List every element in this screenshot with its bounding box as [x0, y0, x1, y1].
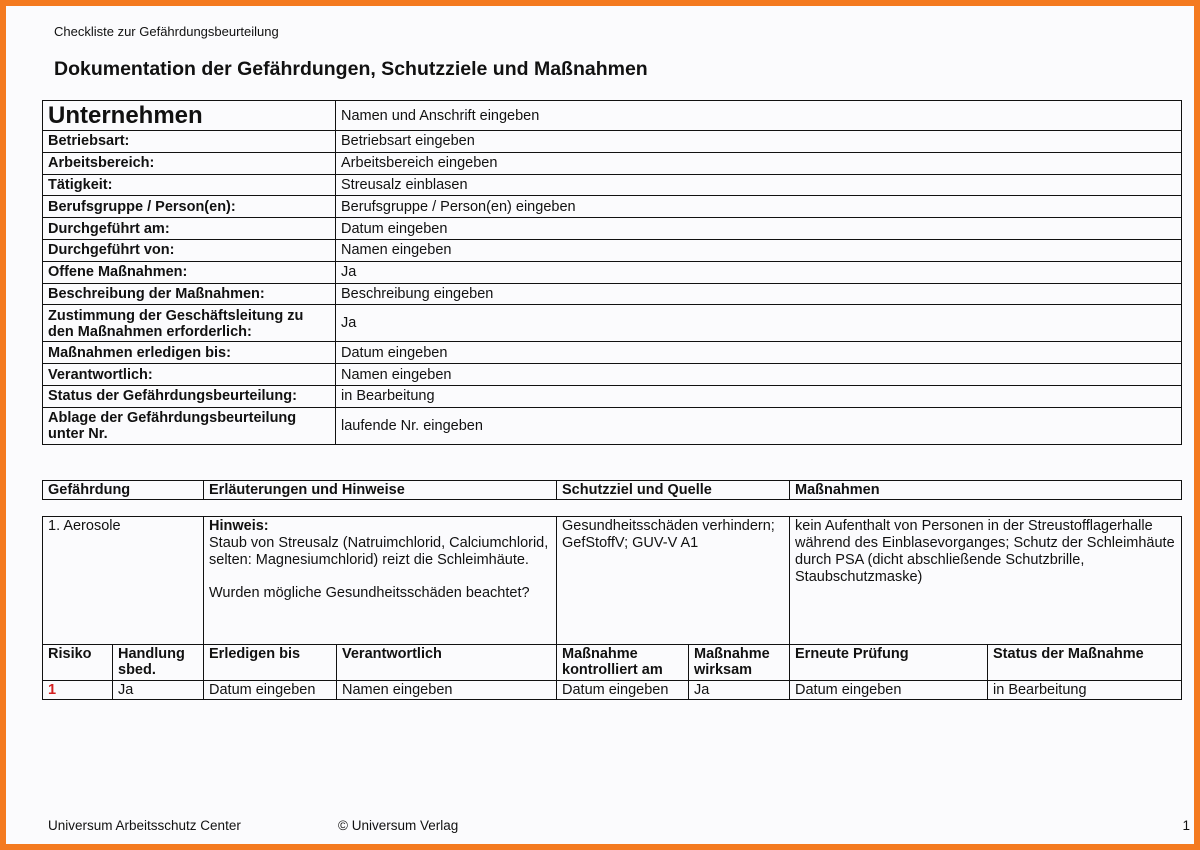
company-row [43, 385, 1182, 407]
field-label: Maßnahmen erledigen bis: [43, 342, 336, 364]
company-row [43, 305, 1182, 342]
field-value[interactable]: Datum eingeben [336, 218, 1182, 240]
hazard-table [42, 516, 1182, 700]
sub-header-due: Erledigen bis [204, 645, 337, 681]
company-row [43, 407, 1182, 444]
field-label: Zustimmung der Geschäftsleitung zu den Maßnahmen erforderlich: [43, 305, 336, 342]
company-info-table [42, 100, 1182, 445]
header-massnahmen: Maßnahmen [790, 481, 1182, 500]
company-row [43, 152, 1182, 174]
field-value[interactable]: Namen eingeben [336, 364, 1182, 386]
sub-header-responsible: Verantwortlich [337, 645, 557, 681]
field-value[interactable]: Beschreibung eingeben [336, 283, 1182, 305]
field-label: Durchgeführt von: [43, 239, 336, 261]
sub-header-risk: Risiko [43, 645, 113, 681]
action-value[interactable]: Ja [113, 681, 204, 700]
field-label: Beschreibung der Maßnahmen: [43, 283, 336, 305]
field-label: Unternehmen [43, 101, 336, 131]
footer-company: Universum Arbeitsschutz Center [48, 818, 241, 833]
page-header: Checkliste zur Gefährdungsbeurteilung [54, 24, 279, 39]
sub-header-status: Status der Maßnahme [988, 645, 1182, 681]
measure-header-row [43, 645, 1182, 681]
company-row [43, 218, 1182, 240]
field-label: Status der Gefährdungsbeurteilung: [43, 385, 336, 407]
header-erlaeuterungen: Erläuterungen und Hinweise [204, 481, 557, 500]
field-value[interactable]: Betriebsart eingeben [336, 131, 1182, 153]
sub-header-effective: Maßnahme wirksam [689, 645, 790, 681]
hazard-explanation [204, 517, 557, 645]
field-value[interactable]: Namen und Anschrift eingeben [336, 101, 1182, 131]
responsible-value[interactable]: Namen eingeben [337, 681, 557, 700]
due-date-value[interactable]: Datum eingeben [204, 681, 337, 700]
hint-text: Staub von Streusalz (Natruimchlorid, Calciumchlorid, selten: Magnesiumchlorid) reizt die Schleimhäute. [209, 535, 549, 568]
company-row [43, 239, 1182, 261]
company-row [43, 364, 1182, 386]
company-row [43, 174, 1182, 196]
sub-header-action: Handlung sbed. [113, 645, 204, 681]
hint-question: Wurden mögliche Gesundheitsschäden beachtet? [209, 585, 530, 601]
hint-label: Hinweis: [209, 518, 269, 534]
field-value[interactable]: in Bearbeitung [336, 385, 1182, 407]
field-label: Berufsgruppe / Person(en): [43, 196, 336, 218]
header-gefaehrdung: Gefährdung [43, 481, 204, 500]
field-label: Arbeitsbereich: [43, 152, 336, 174]
page-number: 1 [1182, 818, 1190, 833]
field-label: Tätigkeit: [43, 174, 336, 196]
hazard-name: 1. Aerosole [43, 517, 204, 645]
field-label: Durchgeführt am: [43, 218, 336, 240]
sub-header-checked: Maßnahme kontrolliert am [557, 645, 689, 681]
risk-value[interactable]: 1 [43, 681, 113, 700]
goal-source: GefStoffV; GUV-V A1 [562, 535, 699, 551]
field-label: Betriebsart: [43, 131, 336, 153]
company-row [43, 342, 1182, 364]
field-value[interactable]: Namen eingeben [336, 239, 1182, 261]
field-label: Ablage der Gefährdungsbeurteilung unter Nr. [43, 407, 336, 444]
effective-value[interactable]: Ja [689, 681, 790, 700]
field-value[interactable]: Arbeitsbereich eingeben [336, 152, 1182, 174]
company-row [43, 261, 1182, 283]
field-value[interactable]: Ja [336, 305, 1182, 342]
document-title: Dokumentation der Gefährdungen, Schutzziele und Maßnahmen [54, 58, 648, 80]
goal-text: Gesundheitsschäden verhindern; [562, 518, 775, 534]
hazard-measures: kein Aufenthalt von Personen in der Streustofflagerhalle während des Einblasevorganges; Schutz der Schleimhäute durch PSA (dicht abschließende Schutzbrille, Staubschutzmaske) [790, 517, 1182, 645]
recheck-date-value[interactable]: Datum eingeben [790, 681, 988, 700]
field-value[interactable]: Datum eingeben [336, 342, 1182, 364]
hazard-header-row [43, 481, 1182, 500]
measure-status-value[interactable]: in Bearbeitung [988, 681, 1182, 700]
field-value[interactable]: Streusalz einblasen [336, 174, 1182, 196]
sub-header-recheck: Erneute Prüfung [790, 645, 988, 681]
footer-copyright: © Universum Verlag [338, 818, 459, 833]
company-row [43, 131, 1182, 153]
company-row [43, 101, 1182, 131]
field-label: Verantwortlich: [43, 364, 336, 386]
hazard-main-row [43, 517, 1182, 645]
hazard-header-table [42, 480, 1182, 500]
field-label: Offene Maßnahmen: [43, 261, 336, 283]
company-row [43, 283, 1182, 305]
field-value[interactable]: Ja [336, 261, 1182, 283]
field-value[interactable]: laufende Nr. eingeben [336, 407, 1182, 444]
field-value[interactable]: Berufsgruppe / Person(en) eingeben [336, 196, 1182, 218]
checked-date-value[interactable]: Datum eingeben [557, 681, 689, 700]
header-schutzziel: Schutzziel und Quelle [557, 481, 790, 500]
measure-values-row [43, 681, 1182, 700]
hazard-goal [557, 517, 790, 645]
company-row [43, 196, 1182, 218]
